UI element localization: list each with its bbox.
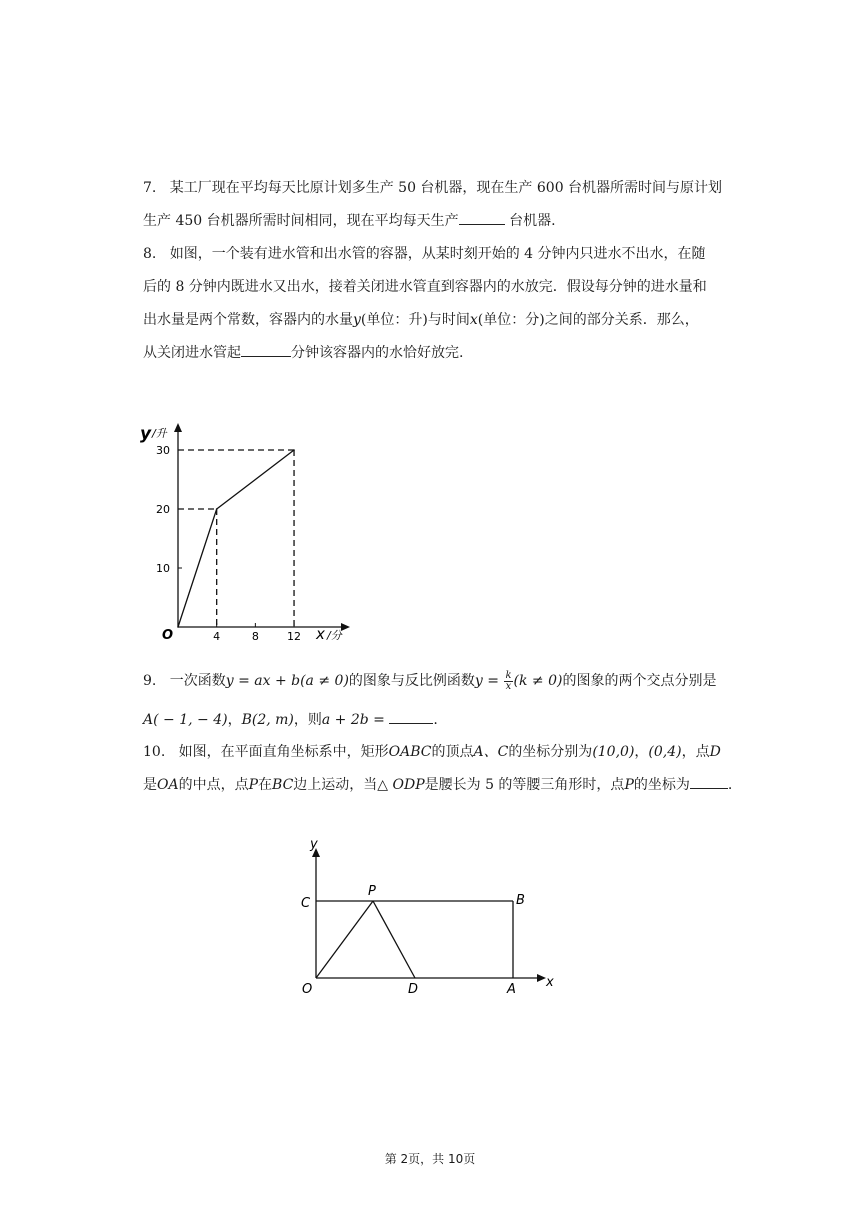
q10-text-2e: 在 bbox=[258, 777, 273, 793]
page-footer: 第 2页，共 10页 bbox=[384, 1152, 476, 1166]
q8-text-1: 如图，一个装有进水管和出水管的容器，从某时刻开始的 4 分钟内只进水不出水，在随 bbox=[169, 246, 706, 262]
q8-text-4a: 从关闭进水管起 bbox=[143, 345, 241, 361]
y-axis-arrow bbox=[174, 423, 182, 432]
y-tick-label-20: 20 bbox=[156, 503, 170, 516]
fig-x-arrow bbox=[537, 974, 546, 982]
q10-point-p: P bbox=[248, 777, 259, 793]
q8-text-3e: (单位：分)之间的部分关系．那么， bbox=[477, 312, 699, 328]
x-axis-arrow bbox=[341, 623, 350, 631]
q9-text-1a: 一次函数 bbox=[169, 673, 226, 689]
q9-linear-function: y = ax + b(a ≠ 0) bbox=[225, 673, 349, 689]
q8-text-4b: 分钟该容器内的水恰好放完. bbox=[291, 345, 464, 361]
q8-line2 bbox=[143, 271, 753, 304]
q10-text-1c: 的顶点 bbox=[431, 744, 474, 760]
q9-line2 bbox=[143, 704, 753, 737]
q10-rect-name: OABC bbox=[388, 744, 432, 760]
q8-line4 bbox=[143, 337, 753, 370]
q8-text-2: 后的 8 分钟内既进水又出水，接着关闭进水管直到容器内的水放完．假设每分钟的进水量和 bbox=[143, 279, 707, 295]
x-axis-label: x bbox=[316, 625, 325, 643]
fig-label-a: A bbox=[507, 982, 516, 997]
q7-line2 bbox=[143, 205, 753, 238]
question-7 bbox=[143, 172, 753, 238]
q9-fraction bbox=[504, 671, 512, 692]
q8-water-chart bbox=[130, 415, 370, 650]
q10-triangle: △ ODP bbox=[377, 777, 425, 793]
q10-text-1a: 如图，在平面直角坐标系中，矩形 bbox=[178, 744, 389, 760]
fig-label-o: O bbox=[302, 982, 313, 997]
q9-condition: (k ≠ 0) bbox=[513, 673, 563, 689]
fig-x-label: x bbox=[546, 975, 554, 990]
q9-expression: a + 2b = bbox=[321, 712, 390, 728]
q10-text-2k: 的坐标为 bbox=[633, 777, 690, 793]
data-point-0 bbox=[177, 626, 179, 628]
y-axis-unit: /升 bbox=[152, 427, 167, 440]
q10-number: 10. bbox=[143, 744, 166, 760]
q10-coord-a: (10,0) bbox=[592, 744, 635, 760]
q10-rectangle-figure bbox=[295, 835, 565, 1000]
q9-number: 9. bbox=[143, 673, 157, 689]
x-tick-label-8: 8 bbox=[251, 630, 259, 643]
q9-point-b: B(2, m) bbox=[241, 712, 294, 728]
q10-text-2g: 边上运动，当 bbox=[293, 777, 378, 793]
q9-frac-num: k bbox=[505, 669, 512, 681]
fig-segment-pd bbox=[373, 901, 415, 978]
q10-period: . bbox=[727, 777, 733, 793]
q10-text-2a: 是 bbox=[143, 777, 157, 793]
q7-text-2a: 生产 450 台机器所需时间相同，现在平均每天生产 bbox=[143, 213, 459, 229]
q8-answer-blank bbox=[241, 342, 291, 357]
q10-line2 bbox=[143, 769, 753, 802]
data-point-2 bbox=[293, 449, 295, 451]
q10-point-d: D bbox=[709, 744, 721, 760]
data-point-1 bbox=[216, 508, 218, 510]
q9-period: . bbox=[433, 712, 438, 728]
q9-text-2d: ，则 bbox=[293, 712, 322, 728]
q10-text-1i: ，点 bbox=[681, 744, 710, 760]
q10-vertices: A、C bbox=[473, 744, 509, 760]
q7-text-2b: 台机器. bbox=[504, 213, 556, 229]
fig-segment-op bbox=[316, 901, 373, 978]
q7-line1 bbox=[143, 172, 753, 205]
q10-coord-c: (0,4) bbox=[648, 744, 682, 760]
q7-text-1: 某工厂现在平均每天比原计划多生产 50 台机器，现在生产 600 台机器所需时间与原计划 bbox=[169, 180, 723, 196]
question-8 bbox=[143, 238, 753, 370]
q8-line3 bbox=[143, 304, 753, 337]
fig-y-label: y bbox=[310, 837, 318, 852]
q9-text-1f: 的图象的两个交点分别是 bbox=[562, 673, 717, 689]
question-10 bbox=[143, 736, 753, 802]
q9-line1 bbox=[143, 665, 753, 698]
water-volume-line bbox=[178, 450, 294, 627]
x-tick-label-4: 4 bbox=[213, 630, 221, 643]
q8-var-x: x bbox=[469, 312, 478, 328]
q8-line1 bbox=[143, 238, 753, 271]
q10-seg-oa: OA bbox=[157, 777, 179, 793]
fig-label-b: B bbox=[516, 893, 525, 908]
y-tick-label-10: 10 bbox=[156, 562, 170, 575]
fig-label-c: C bbox=[301, 896, 311, 911]
origin-label: O bbox=[162, 628, 174, 643]
y-tick-label-30: 30 bbox=[156, 444, 170, 457]
x-axis-unit: /分 bbox=[327, 629, 342, 642]
q8-text-3a: 出水量是两个常数，容器内的水量 bbox=[143, 312, 353, 328]
q9-point-a: A( − 1, − 4) bbox=[143, 712, 228, 728]
q10-text-1e: 的坐标分别为 bbox=[508, 744, 593, 760]
q10-seg-bc: BC bbox=[272, 777, 294, 793]
q8-var-y: y bbox=[353, 312, 361, 328]
q10-text-2c: 的中点，点 bbox=[178, 777, 249, 793]
q8-number: 8. bbox=[143, 246, 157, 262]
q10-answer-blank bbox=[690, 774, 728, 789]
q10-sep: ， bbox=[634, 744, 649, 760]
q9-text-1c: 的图象与反比例函数 bbox=[348, 673, 475, 689]
q9-answer-blank bbox=[389, 709, 433, 724]
y-axis-label: y bbox=[140, 424, 152, 444]
q10-line1 bbox=[143, 736, 753, 769]
q7-number: 7. bbox=[143, 180, 157, 196]
q8-text-3c: (单位：升)与时间 bbox=[360, 312, 470, 328]
q9-sep: ， bbox=[227, 712, 242, 728]
q9-frac-den: x bbox=[505, 680, 512, 692]
q9-inverse-y: y = bbox=[474, 673, 504, 689]
question-9 bbox=[143, 665, 753, 737]
q10-point-p2: P bbox=[624, 777, 634, 793]
q7-answer-blank bbox=[459, 210, 505, 225]
fig-label-d: D bbox=[408, 982, 419, 997]
fig-label-p: P bbox=[368, 884, 376, 899]
x-tick-label-12: 12 bbox=[287, 630, 302, 643]
q10-text-2i: 是腰长为 5 的等腰三角形时，点 bbox=[424, 777, 625, 793]
